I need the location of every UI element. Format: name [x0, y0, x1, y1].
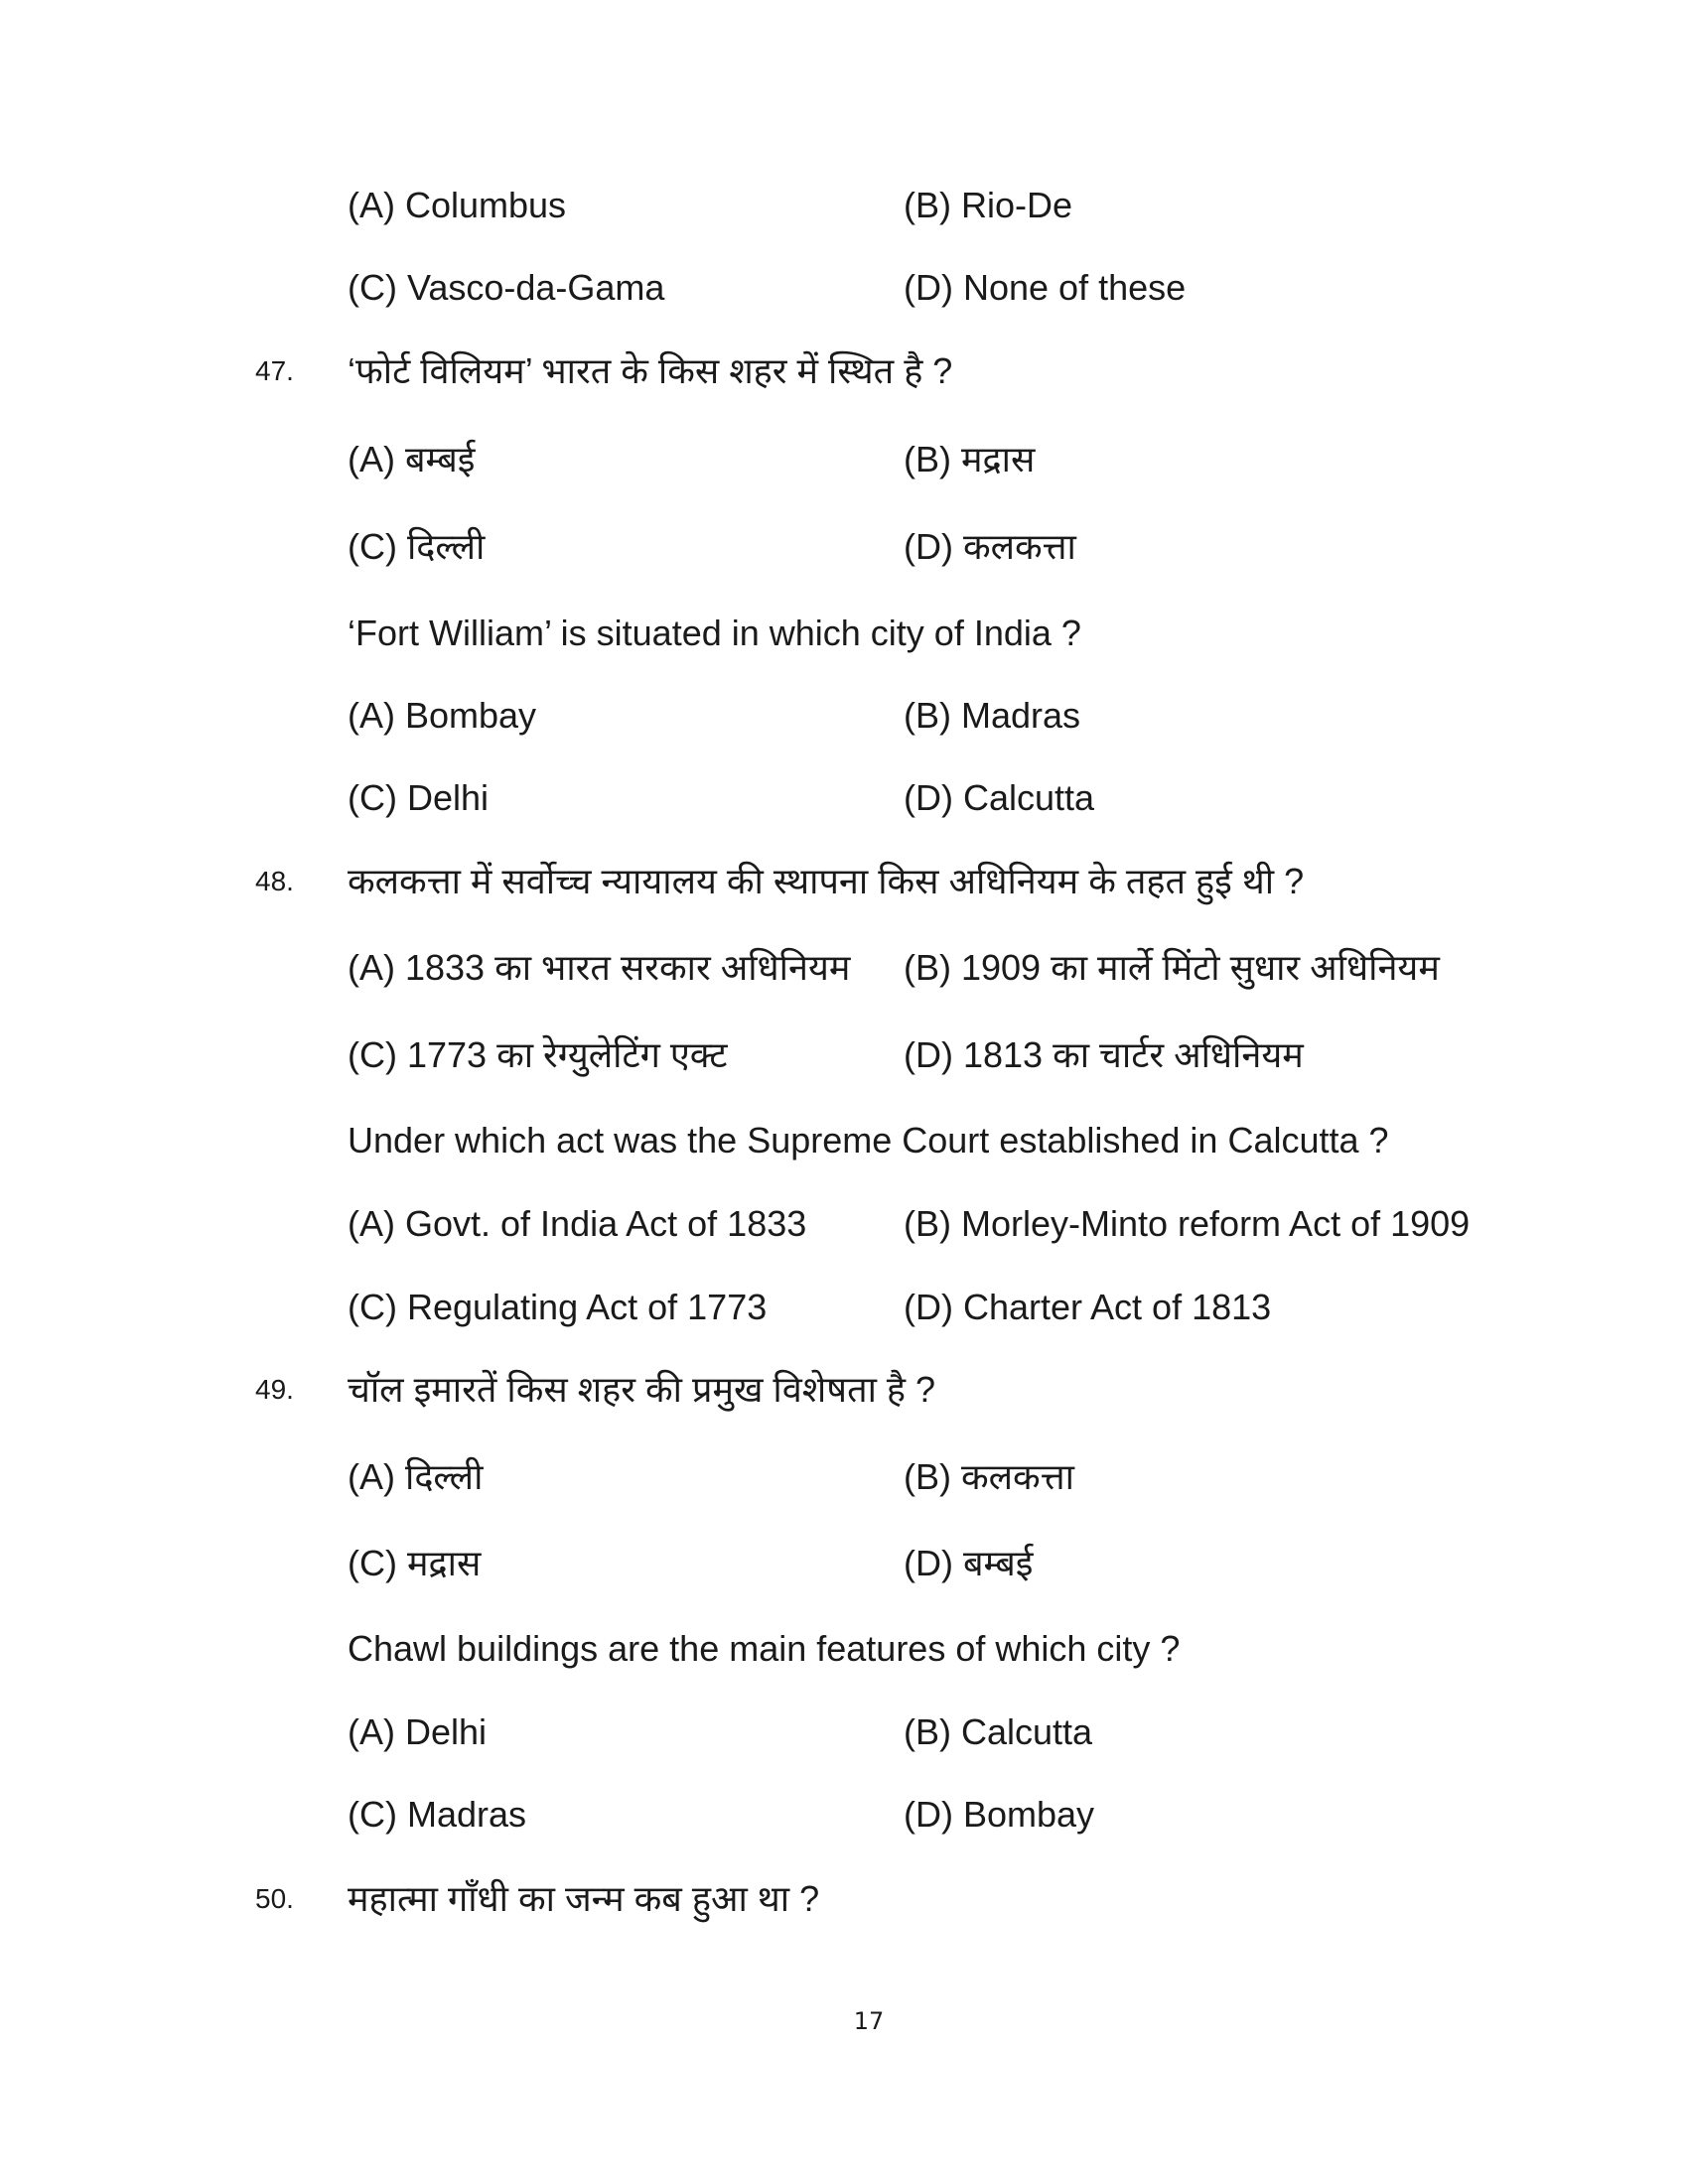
- hindi-option-c: (C) दिल्ली: [348, 526, 486, 567]
- hindi-option-a: (A) बम्बई: [348, 439, 476, 479]
- hindi-option-b: (B) मद्रास: [904, 439, 1036, 479]
- hindi-option-b: (B) 1909 का मार्ले मिंटो सुधार अधिनियम: [904, 947, 1440, 988]
- hindi-option-c: (C) 1773 का रेग्युलेटिंग एक्ट: [348, 1034, 728, 1075]
- question-number: 49.: [255, 1374, 294, 1405]
- english-option-d: (D) Charter Act of 1813: [904, 1287, 1272, 1327]
- q46-option-a: (A) Columbus: [348, 185, 567, 225]
- question-text-hindi: महात्मा गाँधी का जन्म कब हुआ था ?: [348, 1878, 820, 1919]
- english-option-d: (D) Bombay: [904, 1794, 1095, 1835]
- english-option-b: (B) Calcutta: [904, 1711, 1093, 1752]
- question-text-english: Chawl buildings are the main features of which city ?: [348, 1628, 1181, 1669]
- question-number: 47.: [255, 355, 294, 386]
- hindi-option-c: (C) मद्रास: [348, 1543, 482, 1583]
- english-option-d: (D) Calcutta: [904, 777, 1095, 818]
- english-option-c: (C) Madras: [348, 1794, 527, 1835]
- hindi-option-d: (D) बम्बई: [904, 1543, 1034, 1583]
- hindi-option-d: (D) 1813 का चार्टर अधिनियम: [904, 1034, 1304, 1075]
- question-number: 50.: [255, 1883, 294, 1914]
- question-number: 48.: [255, 866, 294, 896]
- page-number: 17: [853, 2007, 885, 2035]
- q46-option-d: (D) None of these: [904, 267, 1187, 308]
- hindi-option-d: (D) कलकत्ता: [904, 526, 1076, 567]
- english-option-a: (A) Govt. of India Act of 1833: [348, 1203, 807, 1244]
- question-text-hindi: ‘फोर्ट विलियम’ भारत के किस शहर में स्थित है ?: [348, 350, 953, 391]
- question-text-hindi: कलकत्ता में सर्वोच्च न्यायालय की स्थापना किस अधिनियम के तहत हुई थी ?: [348, 861, 1305, 901]
- english-option-b: (B) Madras: [904, 695, 1081, 736]
- hindi-option-b: (B) कलकत्ता: [904, 1456, 1074, 1497]
- question-text-english: Under which act was the Supreme Court established in Calcutta ?: [348, 1120, 1389, 1160]
- q46-option-b: (B) Rio-De: [904, 185, 1073, 225]
- english-option-a: (A) Delhi: [348, 1711, 488, 1752]
- english-option-a: (A) Bombay: [348, 695, 537, 736]
- question-text-english: ‘Fort William’ is situated in which city of India ?: [348, 613, 1081, 653]
- english-option-c: (C) Delhi: [348, 777, 490, 818]
- q46-option-c: (C) Vasco-da-Gama: [348, 267, 665, 308]
- hindi-option-a: (A) 1833 का भारत सरकार अधिनियम: [348, 947, 851, 988]
- hindi-option-a: (A) दिल्ली: [348, 1456, 484, 1497]
- english-option-c: (C) Regulating Act of 1773: [348, 1287, 768, 1327]
- english-option-b: (B) Morley-Minto reform Act of 1909: [904, 1203, 1471, 1244]
- question-text-hindi: चॉल इमारतें किस शहर की प्रमुख विशेषता है ?: [348, 1369, 936, 1410]
